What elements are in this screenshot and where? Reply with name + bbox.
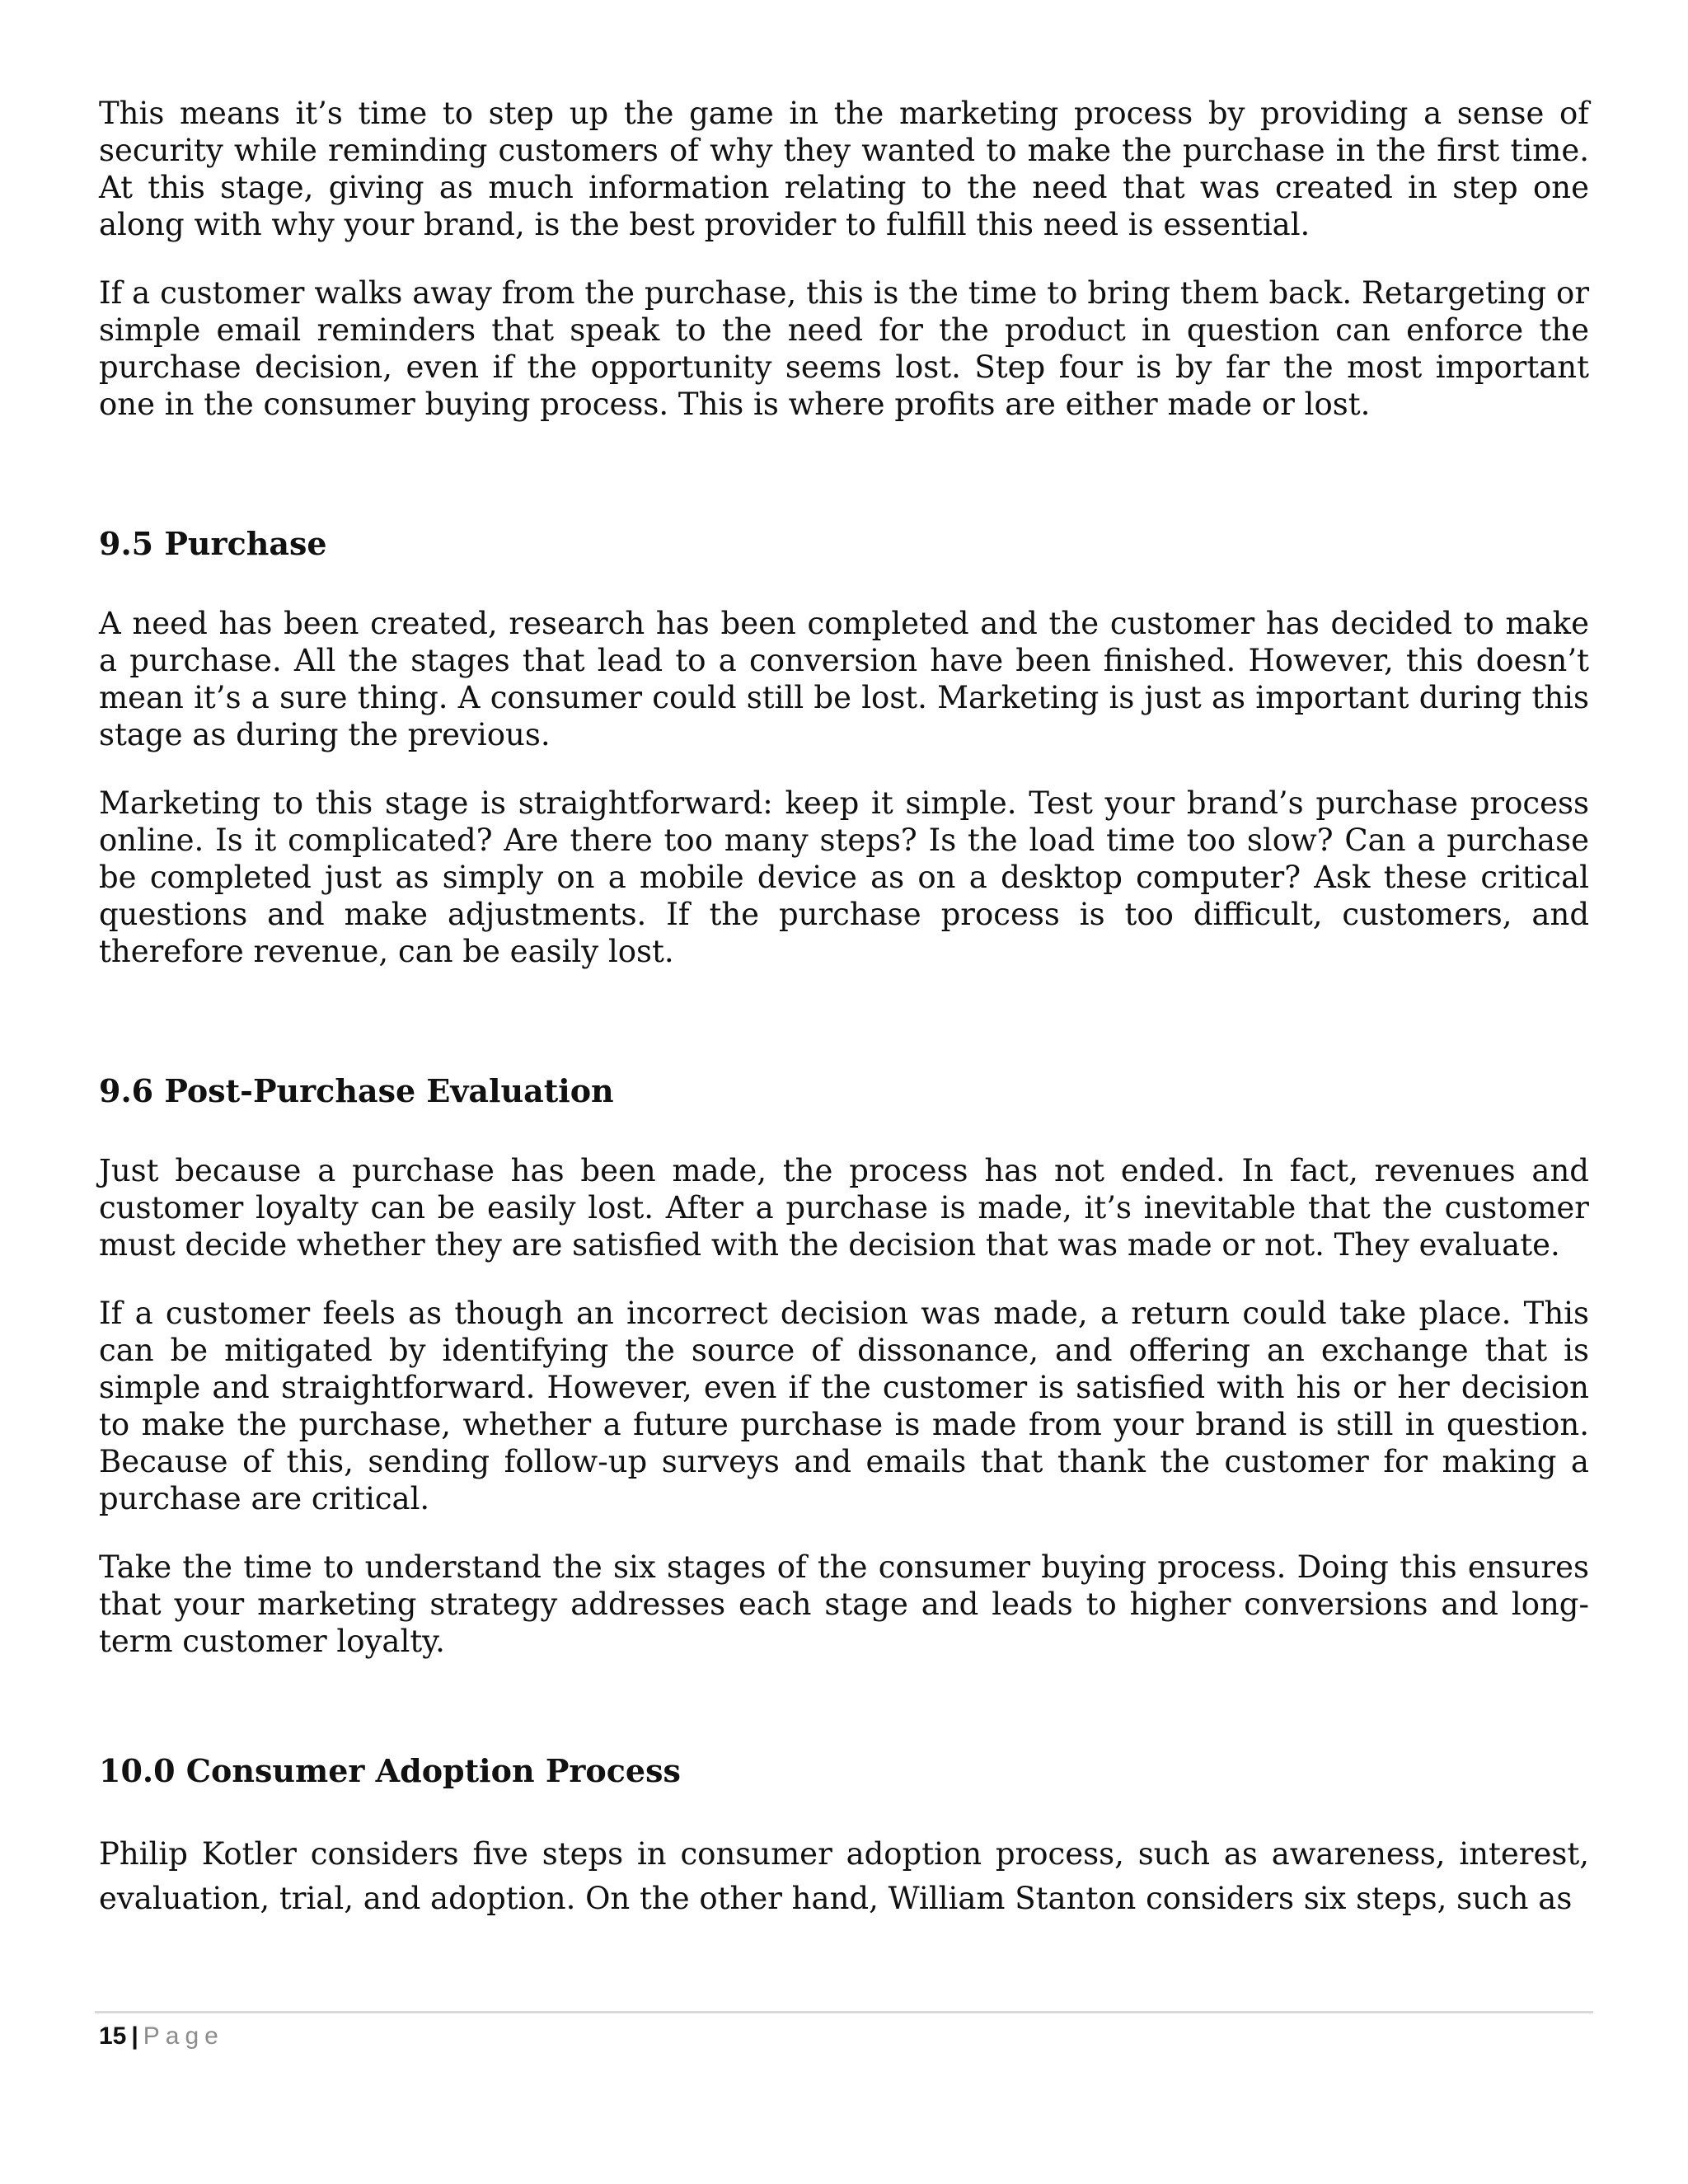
footer-separator: | [131,2022,138,2050]
footer-divider [95,2011,1593,2013]
evaluation-paragraph-1: Just because a purchase has been made, the process has not ended. In fact, revenues and customer loyalty can be easily lost. After a purchase is made, it’s inevitable that the customer must decide whether they are satisfied with the decision that was made or not. They evaluate. [99,1153,1589,1263]
intro-paragraph-2: If a customer walks away from the purchase, this is the time to bring them back. Retargeting or simple email reminders that speak to the need for the product in question can enforce the purchase decision, even if the opportunity seems lost. Step four is by far the most important one in the consumer buying process. This is where profits are either made or lost. [99,275,1589,422]
purchase-paragraph-1: A need has been created, research has been completed and the customer has decided to make a purchase. All the stages that lead to a conversion have been finished. However, this doesn’t mean it’s a sure thing. A consumer could still be lost. Marketing is just as important during this stage as during the previous. [99,606,1589,752]
evaluation-paragraph-2: If a customer feels as though an incorrect decision was made, a return could take place. This can be mitigated by identifying the source of dissonance, and offering an exchange that is simple and straightforward. However, even if the customer is satisfied with his or her decision to make the purchase, whether a future purchase is made from your brand is still in question. Because of this, sending follow-up surveys and emails that thank the customer for making a purchase are critical. [99,1296,1589,1516]
adoption-paragraph-1: Philip Kotler considers five steps in consumer adoption process, such as awareness, interest, evaluation, trial, and adoption. On the other hand, William Stanton considers six steps, such as [99,1836,1589,1916]
evaluation-paragraph-3: Take the time to understand the six stages of the consumer buying process. Doing this ensures that your marketing strategy addresses each stage and leads to higher conversions and long-term customer loyalty. [99,1549,1589,1659]
section-heading-10-0: 10.0 Consumer Adoption Process [99,1752,681,1789]
page-number: 15 [99,2022,127,2050]
page-content [99,95,1589,1921]
section-heading-9-5: 9.5 Purchase [99,525,327,562]
purchase-paragraph-2: Marketing to this stage is straightforward: keep it simple. Test your brand’s purchase process online. Is it complicated? Are there too many steps? Is the load time too slow? Can a purchase be completed just as simply on a mobile device as on a desktop computer? Ask these critical questions and make adjustments. If the purchase process is too difficult, customers, and therefore revenue, can be easily lost. [99,785,1589,969]
page-label: Page [143,2022,224,2050]
intro-paragraph-1: This means it’s time to step up the game in the marketing process by providing a sense of security while reminding customers of why they wanted to make the purchase in the first time. At this stage, giving as much information relating to the need that was created in step one along with why your brand, is the best provider to fulfill this need is essential. [99,96,1589,242]
section-heading-9-6: 9.6 Post-Purchase Evaluation [99,1072,614,1109]
page-footer [99,2016,224,2057]
